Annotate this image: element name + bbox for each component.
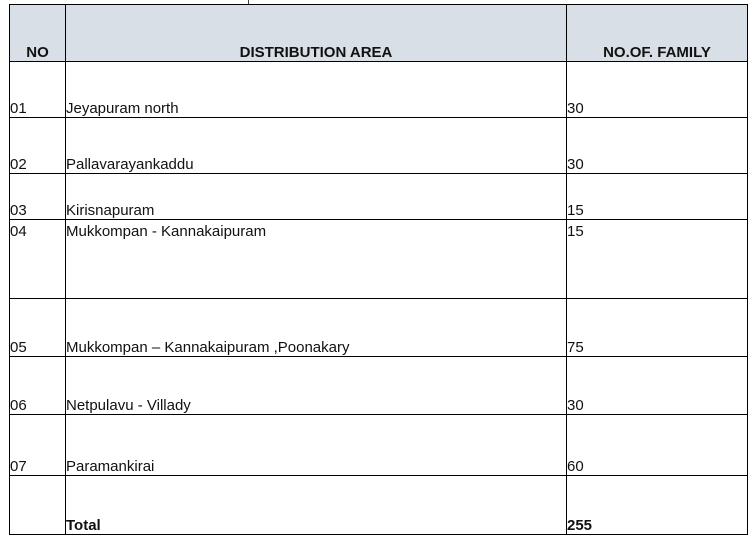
cell-family: 30 (567, 357, 748, 415)
cell-area: Pallavarayankaddu (66, 118, 567, 174)
total-family: 255 (567, 476, 748, 535)
cell-no-empty (10, 476, 66, 535)
table-row (10, 62, 748, 118)
cell-area: Jeyapuram north (66, 62, 567, 118)
header-no: NO (10, 5, 66, 62)
distribution-table (9, 4, 748, 535)
cell-no: 06 (10, 357, 66, 415)
table-row (10, 415, 748, 476)
total-row (10, 476, 748, 535)
table-row (10, 357, 748, 415)
cell-no: 07 (10, 415, 66, 476)
table-row (10, 174, 748, 220)
cell-no: 02 (10, 118, 66, 174)
cell-family: 30 (567, 62, 748, 118)
table-header-row (10, 5, 748, 62)
total-label: Total (66, 476, 567, 535)
cell-family: 15 (567, 220, 748, 299)
cell-family: 30 (567, 118, 748, 174)
cell-area: Paramankirai (66, 415, 567, 476)
table-row (10, 118, 748, 174)
header-distribution-area: DISTRIBUTION AREA (66, 5, 567, 62)
cell-no: 01 (10, 62, 66, 118)
cell-area: Mukkompan – Kannakaipuram ,Poonakary (66, 299, 567, 357)
cell-area: Mukkompan - Kannakaipuram (66, 220, 567, 299)
header-no-of-family: NO.OF. FAMILY (567, 5, 748, 62)
cell-family: 75 (567, 299, 748, 357)
cell-no: 04 (10, 220, 66, 299)
cell-no: 03 (10, 174, 66, 220)
cell-family: 15 (567, 174, 748, 220)
cell-area: Netpulavu - Villady (66, 357, 567, 415)
cell-no: 05 (10, 299, 66, 357)
cell-area: Kirisnapuram (66, 174, 567, 220)
cell-family: 60 (567, 415, 748, 476)
table-row (10, 220, 748, 299)
table-row (10, 299, 748, 357)
